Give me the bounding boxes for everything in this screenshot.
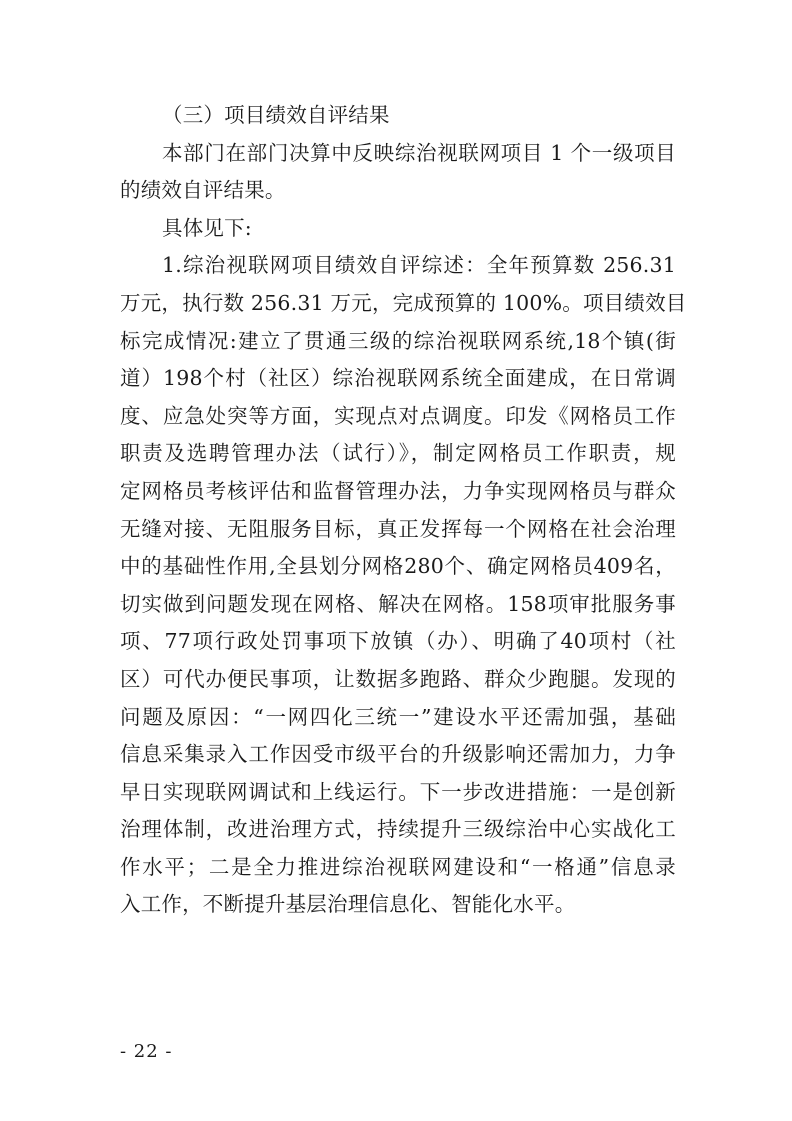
paragraph-department-summary bbox=[120, 135, 676, 210]
paragraph-line: 问题及原因：“一网四化三统一”建设水平还需加强，基础 bbox=[120, 704, 676, 729]
paragraph-line: 无缝对接、无阻服务目标，真正发挥每一个网格在社会治理 bbox=[120, 516, 676, 541]
paragraph-line: 治理体制，改进治理方式，持续提升三级综治中心实战化工 bbox=[120, 817, 676, 842]
paragraph-line: 切实做到问题发现在网格、解决在网格。158项审批服务事 bbox=[120, 591, 676, 616]
paragraph-line: 标完成情况:建立了贯通三级的综治视联网系统,18个镇(街 bbox=[120, 328, 676, 353]
document-body bbox=[120, 97, 687, 924]
paragraph-line: 信息采集录入工作因受市级平台的升级影响还需加力，力争 bbox=[120, 742, 676, 767]
paragraph-project-evaluation bbox=[120, 247, 687, 924]
paragraph-line: 度、应急处突等方面，实现点对点调度。印发《网格员工作 bbox=[120, 403, 676, 428]
paragraph-line: 本部门在部门决算中反映综治视联网项目 1 个一级项目 bbox=[162, 140, 676, 165]
section-heading: （三）项目绩效自评结果 bbox=[162, 103, 390, 127]
paragraph-line: 职责及选聘管理办法（试行）》，制定网格员工作职责，规 bbox=[120, 441, 676, 466]
paragraph-line: 1.综治视联网项目绩效自评综述：全年预算数 256.31 bbox=[162, 253, 676, 278]
paragraph-line: 万元，执行数 256.31 万元，完成预算的 100%。项目绩效目 bbox=[120, 290, 687, 315]
paragraph-line: 定网格员考核评估和监督管理办法，力争实现网格员与群众 bbox=[120, 478, 676, 503]
page-number: - 22 - bbox=[120, 1041, 173, 1062]
paragraph-line: 区）可代办便民事项，让数据多跑路、群众少跑腿。发现的 bbox=[120, 666, 676, 691]
paragraph-line: 入工作，不断提升基层治理信息化、智能化水平。 bbox=[120, 892, 576, 917]
paragraph-details-intro bbox=[120, 210, 676, 248]
paragraph-line: 具体见下: bbox=[162, 215, 252, 240]
paragraph-line: 早日实现联网调试和上线运行。下一步改进措施：一是创新 bbox=[120, 779, 676, 804]
paragraph-line: 道）198个村（社区）综治视联网系统全面建成，在日常调 bbox=[120, 366, 676, 391]
paragraph-line: 作水平；二是全力推进综治视联网建设和“一格通”信息录 bbox=[120, 854, 676, 879]
paragraph-line: 的绩效自评结果。 bbox=[120, 178, 286, 203]
paragraph-line: 项、77项行政处罚事项下放镇（办）、明确了40项村（社 bbox=[120, 629, 676, 654]
paragraph-line: 中的基础性作用,全县划分网格280个、确定网格员409名， bbox=[120, 554, 676, 579]
